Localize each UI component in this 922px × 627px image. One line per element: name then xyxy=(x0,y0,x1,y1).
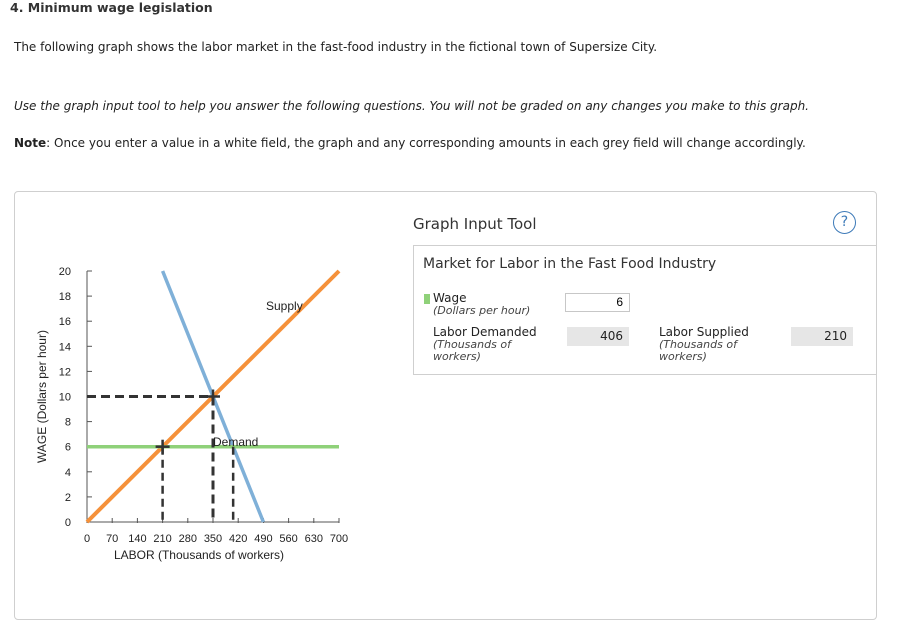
x-tick-label: 210 xyxy=(153,533,172,545)
note-label: Note xyxy=(14,136,47,150)
market-title: Market for Labor in the Fast Food Industry xyxy=(423,256,717,272)
labor-demanded-units-1: (Thousands of xyxy=(433,338,511,351)
x-tick-label: 280 xyxy=(178,533,197,545)
y-tick-label: 10 xyxy=(58,391,71,404)
labor-demanded-value: 406 xyxy=(567,327,629,346)
y-tick-label: 18 xyxy=(58,291,71,304)
y-tick-label: 0 xyxy=(64,517,71,529)
x-tick-label: 350 xyxy=(203,533,223,545)
labor-demanded-label: Labor Demanded xyxy=(433,325,537,339)
labor-supplied-label: Labor Supplied xyxy=(659,325,749,339)
instructions-text: Use the graph input tool to help you answer the following questions. You will not be graded on any changes you make to this graph. xyxy=(14,99,809,113)
y-axis-label: WAGE (Dollars per hour) xyxy=(35,330,49,463)
y-tick-label: 6 xyxy=(64,441,71,454)
labor-supplied-units-2: workers) xyxy=(659,350,707,363)
x-tick-label: 630 xyxy=(304,533,323,545)
x-tick-label: 560 xyxy=(279,533,298,545)
x-tick-label: 700 xyxy=(329,533,349,545)
y-tick-label: 16 xyxy=(58,316,71,329)
wage-units: (Dollars per hour) xyxy=(433,304,531,317)
page-title: 4. Minimum wage legislation xyxy=(10,0,213,15)
y-tick-label: 8 xyxy=(64,416,71,429)
y-tick-label: 12 xyxy=(58,366,71,379)
note-body: : Once you enter a value in a white field, the graph and any corresponding amounts in each grey field will change accordingly. xyxy=(46,136,806,150)
x-tick-label: 490 xyxy=(254,533,273,545)
wage-label: Wage xyxy=(433,291,467,305)
graph-input-tool-title: Graph Input Tool xyxy=(413,215,537,233)
x-tick-label: 70 xyxy=(106,533,119,545)
demand-label: Demand xyxy=(213,435,259,449)
x-axis-label: LABOR (Thousands of workers) xyxy=(113,548,285,562)
x-tick-label: 140 xyxy=(128,533,147,545)
y-tick-label: 4 xyxy=(64,466,71,479)
wage-input[interactable] xyxy=(565,293,630,312)
labor-demanded-units-2: workers) xyxy=(433,350,481,363)
wage-line-swatch xyxy=(424,294,430,304)
x-tick-label: 420 xyxy=(229,533,248,545)
y-tick-label: 14 xyxy=(58,341,71,354)
supply-label: Supply xyxy=(266,299,303,313)
labor-supplied-units-1: (Thousands of xyxy=(659,338,737,351)
y-tick-label: 2 xyxy=(64,491,71,504)
intro-text: The following graph shows the labor market in the fast-food industry in the fictional town of Supersize City. xyxy=(14,40,658,54)
x-tick-label: 0 xyxy=(83,533,91,545)
help-icon[interactable]: ? xyxy=(833,211,856,234)
y-tick-label: 20 xyxy=(58,266,71,278)
labor-supplied-value: 210 xyxy=(791,327,853,346)
